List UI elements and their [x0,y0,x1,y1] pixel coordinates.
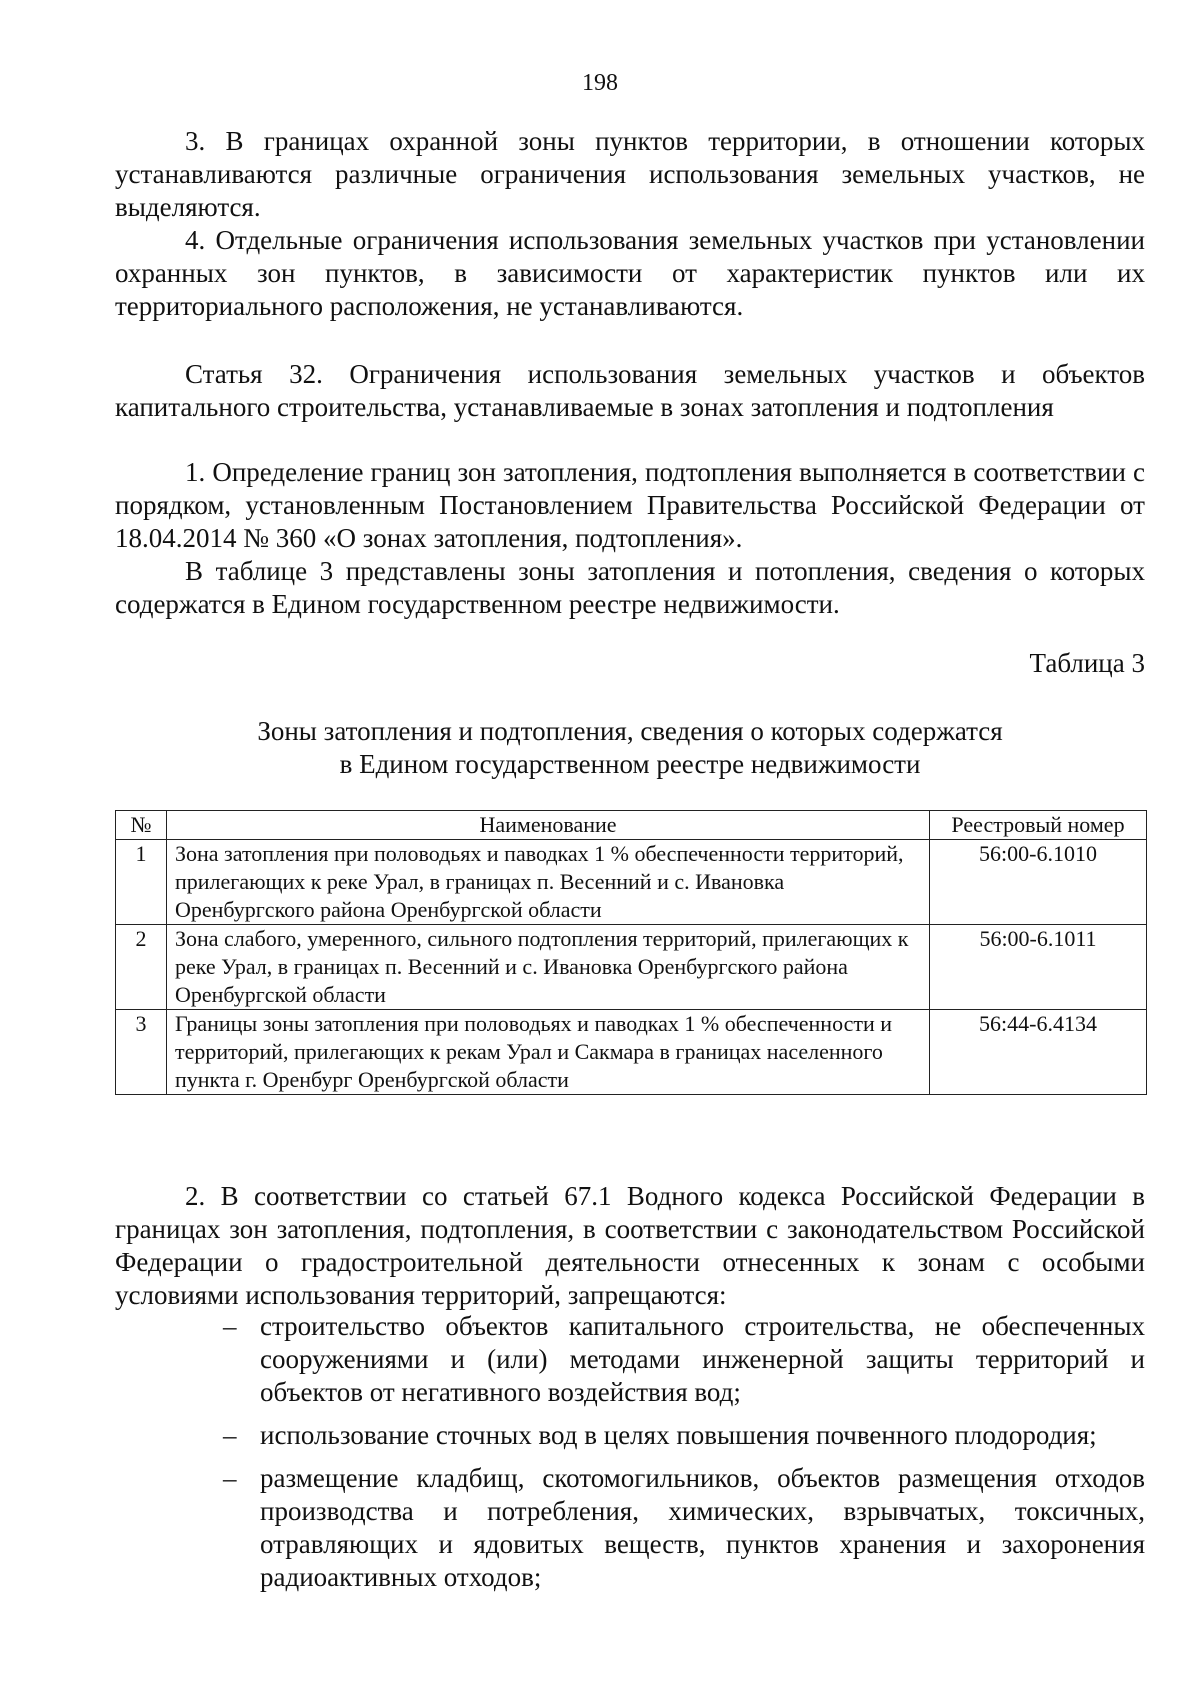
article-section [115,358,1145,424]
list-item [115,1419,1145,1452]
table-row [116,925,1147,1010]
header-number: № [116,811,167,840]
header-registry-number: Реестровый номер [930,811,1147,840]
row-name: Зона затопления при половодьях и паводках 1 % обеспеченности территорий, прилегающих к реке Урал, в границах п. Весенний и с. Ивановка Оренбургского района Оренбургской области [167,840,930,925]
paragraph-restrictions: 2. В соответствии со статьей 67.1 Водного кодекса Российской Федерации в границах зон затопления, подтопления, в соответствии с законодательством Российской Федерации о градостроительной деятельности отнесенных к зонам с особыми условиями использования территорий, запрещаются: [115,1181,1145,1310]
list-item [115,1462,1145,1594]
dash-marker: – [223,1311,237,1341]
dash-marker: – [223,1420,237,1450]
table-title-line-2: в Едином государственном реестре недвижимости [339,749,921,779]
row-registry-number: 56:00-6.1010 [930,840,1147,925]
row-registry-number: 56:00-6.1011 [930,925,1147,1010]
row-name: Зона слабого, умеренного, сильного подтопления территорий, прилегающих к реке Урал, в границах п. Весенний и с. Ивановка Оренбургского района Оренбургской области [167,925,930,1010]
row-number: 3 [116,1010,167,1095]
intro-section [115,125,1145,323]
row-number: 1 [116,840,167,925]
table-title [115,715,1145,781]
dash-marker: – [223,1463,237,1493]
table-row [116,1010,1147,1095]
paragraph-table-intro: В таблице 3 представлены зоны затопления и потопления, сведения о которых содержатся в Едином государственном реестре недвижимости. [115,556,1145,619]
table-title-line-1: Зоны затопления и подтопления, сведения о которых содержатся [257,716,1003,746]
list-item-text: строительство объектов капитального строительства, не обеспеченных сооружениями и (или) методами инженерной защиты территорий и объектов от негативного воздействия вод; [260,1311,1145,1407]
table-row [116,840,1147,925]
paragraph-3: 3. В границах охранной зоны пунктов территории, в отношении которых устанавливаются различные ограничения использования земельных участков, не выделяются. [115,126,1145,222]
table-label: Таблица 3 [1029,648,1145,678]
row-number: 2 [116,925,167,1010]
article-heading: Статья 32. Ограничения использования земельных участков и объектов капитального строительства, устанавливаемые в зонах затопления и подтопления [115,359,1145,422]
header-name: Наименование [167,811,930,840]
list-item-text: использование сточных вод в целях повышения почвенного плодородия; [260,1420,1097,1450]
restrictions-section [115,1180,1145,1312]
list-item [115,1310,1145,1409]
zones-table [115,810,1147,1095]
list-item-text: размещение кладбищ, скотомогильников, объектов размещения отходов производства и потребления, химических, взрывчатых, токсичных, отравляющих и ядовитых веществ, пунктов хранения и захоронения радиоактивных отходов; [260,1463,1145,1592]
article-body [115,456,1145,621]
row-registry-number: 56:44-6.4134 [930,1010,1147,1095]
restrictions-list [115,1310,1145,1604]
page-number: 198 [582,70,618,96]
paragraph-article-1: 1. Определение границ зон затопления, подтопления выполняется в соответствии с порядком, установленным Постановлением Правительства Российской Федерации от 18.04.2014 № 360 «О зонах затопления, подтопления». [115,457,1145,553]
table-header-row [116,811,1147,840]
row-name: Границы зоны затопления при половодьях и паводках 1 % обеспеченности и территорий, прилегающих к рекам Урал и Сакмара в границах населенного пункта г. Оренбург Оренбургской области [167,1010,930,1095]
paragraph-4: 4. Отдельные ограничения использования земельных участков при установлении охранных зон пунктов, в зависимости от характеристик пунктов или их территориального расположения, не устанавливаются. [115,225,1145,321]
